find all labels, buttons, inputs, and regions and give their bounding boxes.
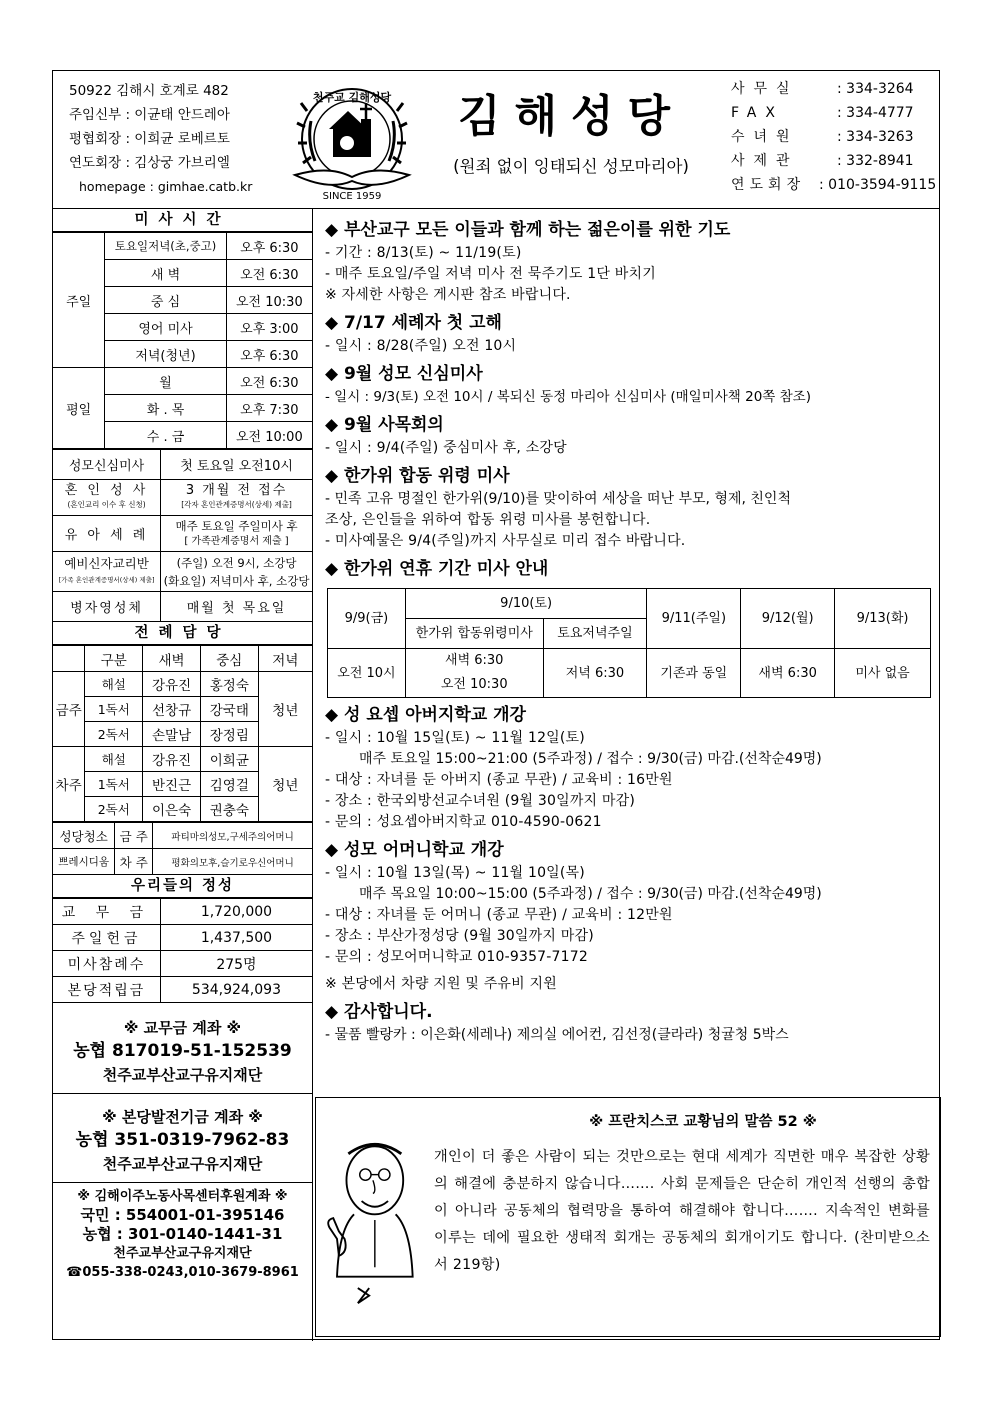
- contact-fax: FAX : 334-4777: [731, 105, 914, 121]
- contact-rectory: 사제관 : 332-8941: [731, 153, 914, 169]
- pastor: 주임신부 : 이균태 안드레아: [69, 107, 230, 123]
- liturgy-title: 전례담당: [53, 622, 312, 645]
- contact-list: [725, 77, 939, 197]
- pope-caricature-icon: [320, 1122, 424, 1318]
- seal-since: SINCE 1959: [322, 191, 382, 202]
- seal-text: 천주교 김해성당: [312, 91, 392, 104]
- council-president: 평협회장 : 이희균 로베르토: [69, 131, 230, 147]
- notice-title: ◆ 성 요셉 아버지학교 개강: [325, 705, 526, 725]
- holiday-title: ◆ 한가위 연휴 기간 미사 안내: [325, 559, 549, 579]
- notice-title: ◆ 부산교구 모든 이들과 함께 하는 젊은이를 위한 기도: [325, 220, 731, 240]
- labor-center-account: ※ 김해이주노동사목센터후원계좌 ※ 국민 : 554001-01-395146 농협 : 301-0140-1441-31 천주교부산교구유지재단 ☎055-338-0243,010-3679-8961: [66, 1189, 299, 1280]
- parish-title: 김해성당: [457, 91, 684, 142]
- pope-message-text: 개인이 더 좋은 사람이 되는 것만으로는 현대 세계가 직면한 매우 복잡한 상황의 해결에 충분하지 않습니다……. 사회 문제들은 단순히 개인적 선행의 총합이 아니라 공동체의 협력망을 통하여 해결해야 합니다……. 지속적인 변화를 이루는 데에 필요한 생태적 회개는 공동체의 회개이기도 합니다. (찬미받으소서 219항): [434, 1149, 930, 1273]
- cleaning-table: 성당청소 금 주 파티마의성모,구세주의어머니 쁘레시디움 차 주 평화의모후,슬기로우신어머니: [53, 822, 312, 875]
- contact-federation: 연도회장 : 010-3594-9115: [731, 177, 937, 193]
- right-column: [315, 209, 941, 1341]
- offering-title: 우리들의 정성: [53, 875, 312, 898]
- mass-times-title: 미사시간: [53, 209, 312, 232]
- pope-message-box: [315, 1097, 941, 1337]
- contact-office: 사무실 : 334-3264: [731, 81, 914, 97]
- notice-title: ◆ 성모 어머니학교 개강: [325, 840, 504, 860]
- contact-convent: 수녀원 : 334-3263: [731, 129, 914, 145]
- weekday-label: 평일: [53, 368, 105, 449]
- title-box: [431, 87, 711, 177]
- header: [53, 71, 939, 209]
- federation-president: 연도회장 : 김상궁 가브리엘: [69, 155, 230, 171]
- support-note: ※ 본당에서 차량 지원 및 주유비 지원: [325, 976, 557, 992]
- offering-table: 교 무 금 1,720,000 주일헌금 1,437,500 미사참례수 275명 본당적립금 534,924,093: [53, 898, 312, 1003]
- pope-message-title: ※ 프란치스코 교황님의 말씀 52 ※: [589, 1114, 817, 1130]
- notice-title: ◆ 9월 성모 신심미사: [325, 364, 483, 384]
- notices: ◆ 부산교구 모든 이들과 함께 하는 젊은이를 위한 기도 - 기간 : 8/13(토) ~ 11/19(토) - 매주 토요일/주일 저녁 미사 전 묵주기도 1단 바치기 ※ 자세한 사항은 게시판 참조 바랍니다. ◆ 7/17 세례자 첫 고해 - 일시 : 8/28(주일) 오전 10시 ◆ 9월 성모 신심미사 - 일시 : 9/3(토) 오전 10시 / 복되신 동정 마리아 신심미사 (매일미사책 20쪽 참조) ◆ 9월 사목회의 - 일시 : 9/4(주일) 중심미사 후, 소강당 ◆ 한가위 합동 위령 미사 - 민족 고유 명절인 한가위(9/10)를 맞이하여 세상을 떠난 부모, 형제, 친인척 조상, 은인들을 위하여 합동 위령 미사를 봉헌합니다. - 미사예물은 9/4(주일)까지 사무실로 미리 접수 바랍니다. ◆ 한가위 연휴 기간 미사 안내 9/9(금) 9/10(토) 9/11(주일) 9/12(월) 9/13(화) 한가위 합동위령미사 토요저녁주일 오전 10시 새벽 6:30 오전 10:30 저녁 6:30 기존과 동일 새벽 6:30 미사 없음 ◆ 성 요셉 아버지학교 개강 - 일시 : 10월 15일(토) ~ 11월 12일(토) 매주 토요일 15:00~21:00 (5주과정) / 접수 : 9/30(금) 마감.(선착순49명) - 대상 : 자녀를 둔 아버지 (종교 무관) / 교육비 : 16만원 - 장소 : 한국외방선교수녀원 (9월 30일까지 마감) - 문의 : 성요셉아버지학교 010-4590-0621 ◆ 성모 어머니학교 개강 - 일시 : 10월 13일(목) ~ 11월 10일(목) 매주 목요일 10:00~15:00 (5주과정) / 접수 : 9/30(금) 마감.(선착순49명) - 대상 : 자녀를 둔 어머니 (종교 무관) / 교육비 : 12만원 - 장소 : 부산가정성당 (9월 30일까지 마감) - 문의 : 성모어머니학교 010-9357-7172 ※ 본당에서 차량 지원 및 주유비 지원 ◆ 감사합니다. - 물품 빨랑카 : 이은화(세레나) 제의실 에어컨, 김선정(클라라) 청귤청 5박스: [315, 209, 941, 1046]
- sunday-label: 주일: [53, 233, 105, 368]
- parish-subtitle: (원죄 없이 잉태되신 성모마리아): [453, 157, 689, 176]
- development-account: ※ 본당발전기금 계좌 ※ 농협 351-0319-7962-83 천주교부산교구유지재단: [53, 1094, 312, 1183]
- thanks-title: ◆ 감사합니다.: [325, 1002, 433, 1022]
- thanks-line: - 물품 빨랑카 : 이은화(세레나) 제의실 에어컨, 김선정(클라라) 청귤청 5박스: [325, 1027, 789, 1043]
- holiday-mass-table: 9/9(금) 9/10(토) 9/11(주일) 9/12(월) 9/13(화) 한가위 합동위령미사 토요저녁주일 오전 10시 새벽 6:30 오전 10:30 저녁 6:30 기존과 동일 새벽 6:30 미사 없음: [327, 588, 931, 698]
- parish-seal-logo: [289, 81, 415, 205]
- mass-times-table: 주일 토요일저녁(초,중고) 오후 6:30 새 벽 오전 6:30 중 심 오전 10:30 영어 미사 오후 3:00 저녁(청년) 오후 6:30 평일 월 오전 6:30 화 . 목 오후 7:30 수 . 금 오전 10:00: [53, 232, 312, 449]
- liturgy-table: 구분 새벽 중심 저녁 금주 해설 강유진 홍정숙 청년 1독서 선창규 강국태 2독서 손말남 장정림 차주 해설 강유진 이희균 청년 1독서 반진근 김영걸 2독서 이은숙 권충숙: [53, 645, 312, 822]
- homepage: homepage : gimhae.catb.kr: [79, 179, 253, 194]
- notice-title: ◆ 한가위 합동 위령 미사: [325, 466, 510, 486]
- notice-title: ◆ 7/17 세례자 첫 고해: [325, 313, 502, 333]
- sacrament-table: 성모신심미사 첫 토요일 오전10시 혼 인 성 사 (혼인교리 이수 후 신청) 3 개월 전 접수 [각자 혼인관계증명서(상세) 제출] 유 아 세 례 매주 토요일 주일미사 후 [ 가족관계증명서 제출 ] 예비신자교리반 [가족 혼인관계증명서(상세) 제출] (주일) 오전 9시, 소강당 (화요일) 저녁미사 후, 소강당 병자영성체 매월 첫 목요일: [53, 449, 312, 622]
- bulletin-page: [52, 70, 940, 1340]
- address: 50922 김해시 호계로 482: [69, 83, 229, 99]
- notice-title: ◆ 9월 사목회의: [325, 415, 444, 435]
- dues-account: ※ 교무금 계좌 ※ 농협 817019-51-152539 천주교부산교구유지재단: [53, 1003, 312, 1094]
- left-column: [53, 209, 313, 1341]
- parish-info: [59, 79, 289, 199]
